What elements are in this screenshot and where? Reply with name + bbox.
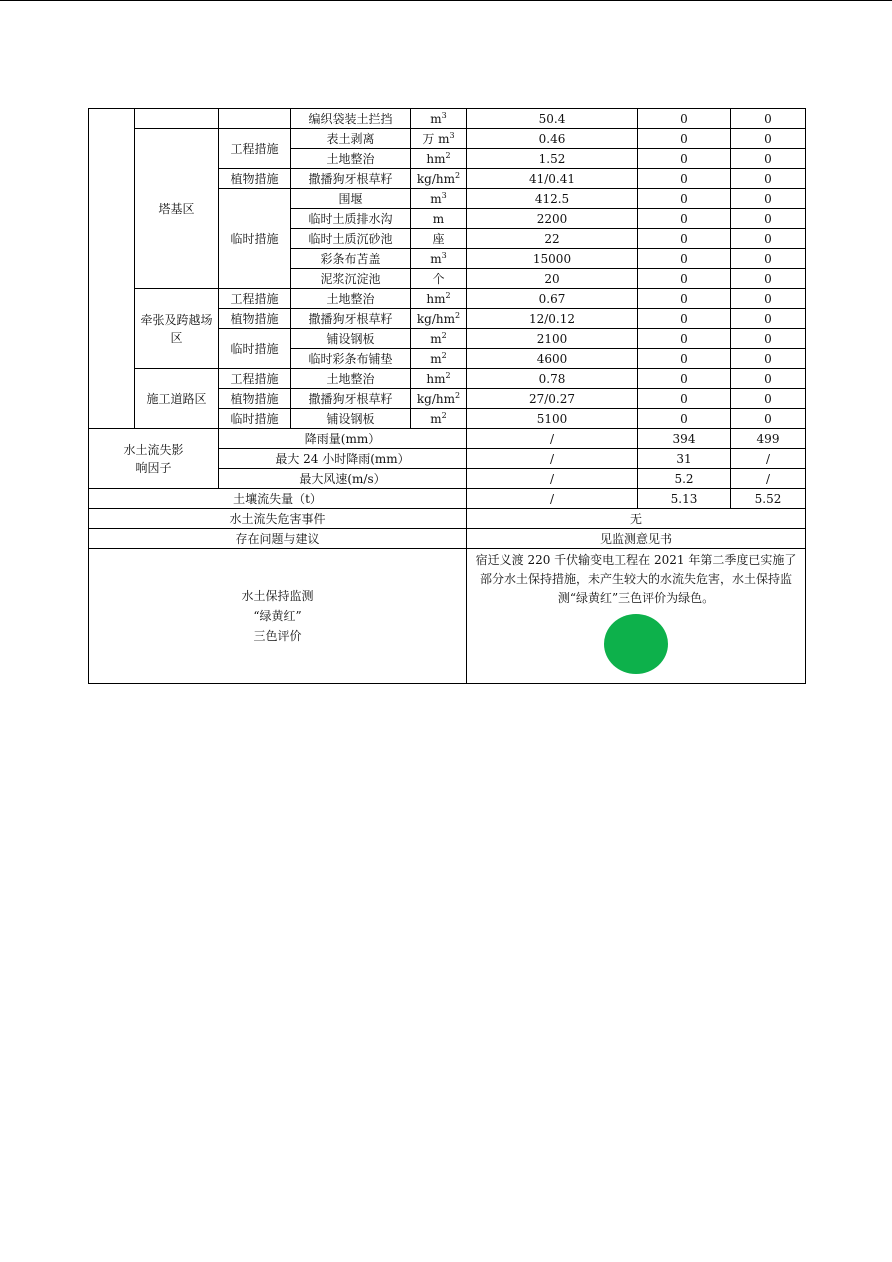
planned-cell: 41/0.41 — [467, 169, 638, 189]
planned-cell: / — [467, 489, 638, 509]
q2-cell: 0 — [731, 169, 806, 189]
unit-cell: $m^2$ — [411, 409, 467, 429]
q1-cell: 0 — [638, 269, 731, 289]
type-plant: 植物措施 — [219, 169, 291, 189]
measure-cell: 表土剥离 — [291, 129, 411, 149]
q2-cell: / — [731, 469, 806, 489]
table-row — [89, 109, 806, 129]
q1-cell: 0 — [638, 249, 731, 269]
measure-cell: 编织袋装土拦挡 — [291, 109, 411, 129]
measure-cell: 撒播狗牙根草籽 — [291, 389, 411, 409]
planned-cell: 1.52 — [467, 149, 638, 169]
measure-cell: 临时彩条布铺垫 — [291, 349, 411, 369]
q1-cell: 0 — [638, 349, 731, 369]
unit-cell: $hm^2$ — [411, 369, 467, 389]
area-tower: 塔基区 — [135, 129, 219, 289]
hazard-label: 水土流失危害事件 — [89, 509, 467, 529]
type-engineering: 工程措施 — [219, 129, 291, 169]
unit-cell: $kg/hm^2$ — [411, 169, 467, 189]
unit-cell: $m^3$ — [411, 109, 467, 129]
q2-cell: 0 — [731, 149, 806, 169]
q1-cell: 0 — [638, 229, 731, 249]
unit-cell: m — [411, 209, 467, 229]
table-row — [89, 129, 806, 149]
q1-cell: 31 — [638, 449, 731, 469]
q2-cell: 0 — [731, 229, 806, 249]
unit-cell: $m^2$ — [411, 349, 467, 369]
q1-cell: 0 — [638, 309, 731, 329]
factor-name: 降雨量(mm） — [219, 429, 467, 449]
area-road: 施工道路区 — [135, 369, 219, 429]
planned-cell: 2200 — [467, 209, 638, 229]
issues-value: 见监测意见书 — [467, 529, 806, 549]
table-row — [89, 289, 806, 309]
assessment-text: 宿迁义渡 220 千伏输变电工程在 2021 年第二季度已实施了部分水土保持措施，未产生较大的水流失危害，水土保持监测“绿黄红”三色评价为绿色。 — [475, 553, 797, 605]
q2-cell: 0 — [731, 389, 806, 409]
table-row — [89, 369, 806, 389]
assessment-label — [89, 549, 467, 684]
planned-cell: 5100 — [467, 409, 638, 429]
unit-cell: $hm^2$ — [411, 149, 467, 169]
measure-cell: 临时土质排水沟 — [291, 209, 411, 229]
area-cell — [135, 109, 219, 129]
q2-cell: 0 — [731, 309, 806, 329]
measure-cell: 撒播狗牙根草籽 — [291, 169, 411, 189]
table-row — [89, 429, 806, 449]
type-temporary: 临时措施 — [219, 409, 291, 429]
planned-cell: 0.46 — [467, 129, 638, 149]
q2-cell: 0 — [731, 289, 806, 309]
q1-cell: 0 — [638, 169, 731, 189]
hazard-value: 无 — [467, 509, 806, 529]
planned-cell: 4600 — [467, 349, 638, 369]
planned-cell: / — [467, 429, 638, 449]
unit-cell: $m^3$ — [411, 189, 467, 209]
issues-label: 存在问题与建议 — [89, 529, 467, 549]
monitoring-table — [88, 108, 806, 684]
q1-cell: 0 — [638, 329, 731, 349]
measure-cell: 临时土质沉砂池 — [291, 229, 411, 249]
measure-cell: 土地整治 — [291, 149, 411, 169]
table-row — [89, 509, 806, 529]
measure-cell: 泥浆沉淀池 — [291, 269, 411, 289]
unit-cell: $kg/hm^2$ — [411, 389, 467, 409]
q2-cell: / — [731, 449, 806, 469]
planned-cell: 20 — [467, 269, 638, 289]
type-cell — [219, 109, 291, 129]
unit-cell: 座 — [411, 229, 467, 249]
q1-cell: 0 — [638, 129, 731, 149]
planned-cell: 50.4 — [467, 109, 638, 129]
q1-cell: 0 — [638, 149, 731, 169]
table-row — [89, 549, 806, 684]
assessment-label-line1: 水土保持监测 — [241, 589, 314, 603]
unit-cell: $m^2$ — [411, 329, 467, 349]
unit-cell: $hm^2$ — [411, 289, 467, 309]
assessment-result — [467, 549, 806, 684]
type-engineering: 工程措施 — [219, 369, 291, 389]
assessment-label-line2: “绿黄红” — [253, 609, 302, 623]
measure-cell: 彩条布苫盖 — [291, 249, 411, 269]
type-plant: 植物措施 — [219, 389, 291, 409]
q2-cell: 499 — [731, 429, 806, 449]
type-engineering: 工程措施 — [219, 289, 291, 309]
category-cell — [89, 109, 135, 429]
factor-name: 最大 24 小时降雨(mm） — [219, 449, 467, 469]
q2-cell: 0 — [731, 109, 806, 129]
q1-cell: 0 — [638, 109, 731, 129]
q2-cell: 0 — [731, 369, 806, 389]
measure-cell: 围堰 — [291, 189, 411, 209]
assessment-label-line3: 三色评价 — [253, 629, 302, 643]
q2-cell: 0 — [731, 409, 806, 429]
q2-cell: 0 — [731, 129, 806, 149]
planned-cell: 12/0.12 — [467, 309, 638, 329]
measure-cell: 土地整治 — [291, 289, 411, 309]
table-row — [89, 529, 806, 549]
unit-cell: 万 $m^3$ — [411, 129, 467, 149]
q2-cell: 0 — [731, 329, 806, 349]
type-temporary: 临时措施 — [219, 329, 291, 369]
planned-cell: / — [467, 469, 638, 489]
q1-cell: 0 — [638, 389, 731, 409]
area-pull: 牵张及跨越场区 — [135, 289, 219, 369]
unit-cell: 个 — [411, 269, 467, 289]
factors-label: 水土流失影响因子 — [89, 429, 219, 489]
q1-cell: 0 — [638, 409, 731, 429]
q1-cell: 0 — [638, 289, 731, 309]
planned-cell: 0.78 — [467, 369, 638, 389]
unit-cell: $kg/hm^2$ — [411, 309, 467, 329]
q1-cell: 5.2 — [638, 469, 731, 489]
planned-cell: 0.67 — [467, 289, 638, 309]
q2-cell: 0 — [731, 349, 806, 369]
planned-cell: / — [467, 449, 638, 469]
planned-cell: 2100 — [467, 329, 638, 349]
measure-cell: 撒播狗牙根草籽 — [291, 309, 411, 329]
q1-cell: 394 — [638, 429, 731, 449]
unit-cell: $m^3$ — [411, 249, 467, 269]
q2-cell: 0 — [731, 249, 806, 269]
planned-cell: 412.5 — [467, 189, 638, 209]
table-row — [89, 489, 806, 509]
planned-cell: 15000 — [467, 249, 638, 269]
q1-cell: 5.13 — [638, 489, 731, 509]
planned-cell: 27/0.27 — [467, 389, 638, 409]
soil-loss-label: 土壤流失量（t） — [89, 489, 467, 509]
measure-cell: 铺设钢板 — [291, 329, 411, 349]
type-plant: 植物措施 — [219, 309, 291, 329]
q1-cell: 0 — [638, 209, 731, 229]
measure-cell: 土地整治 — [291, 369, 411, 389]
planned-cell: 22 — [467, 229, 638, 249]
page-top-border — [0, 0, 892, 1]
green-rating-circle — [604, 614, 668, 674]
q2-cell: 0 — [731, 209, 806, 229]
type-temporary: 临时措施 — [219, 189, 291, 289]
q2-cell: 0 — [731, 269, 806, 289]
q1-cell: 0 — [638, 189, 731, 209]
measure-cell: 铺设钢板 — [291, 409, 411, 429]
q2-cell: 5.52 — [731, 489, 806, 509]
q1-cell: 0 — [638, 369, 731, 389]
q2-cell: 0 — [731, 189, 806, 209]
factor-name: 最大风速(m/s） — [219, 469, 467, 489]
